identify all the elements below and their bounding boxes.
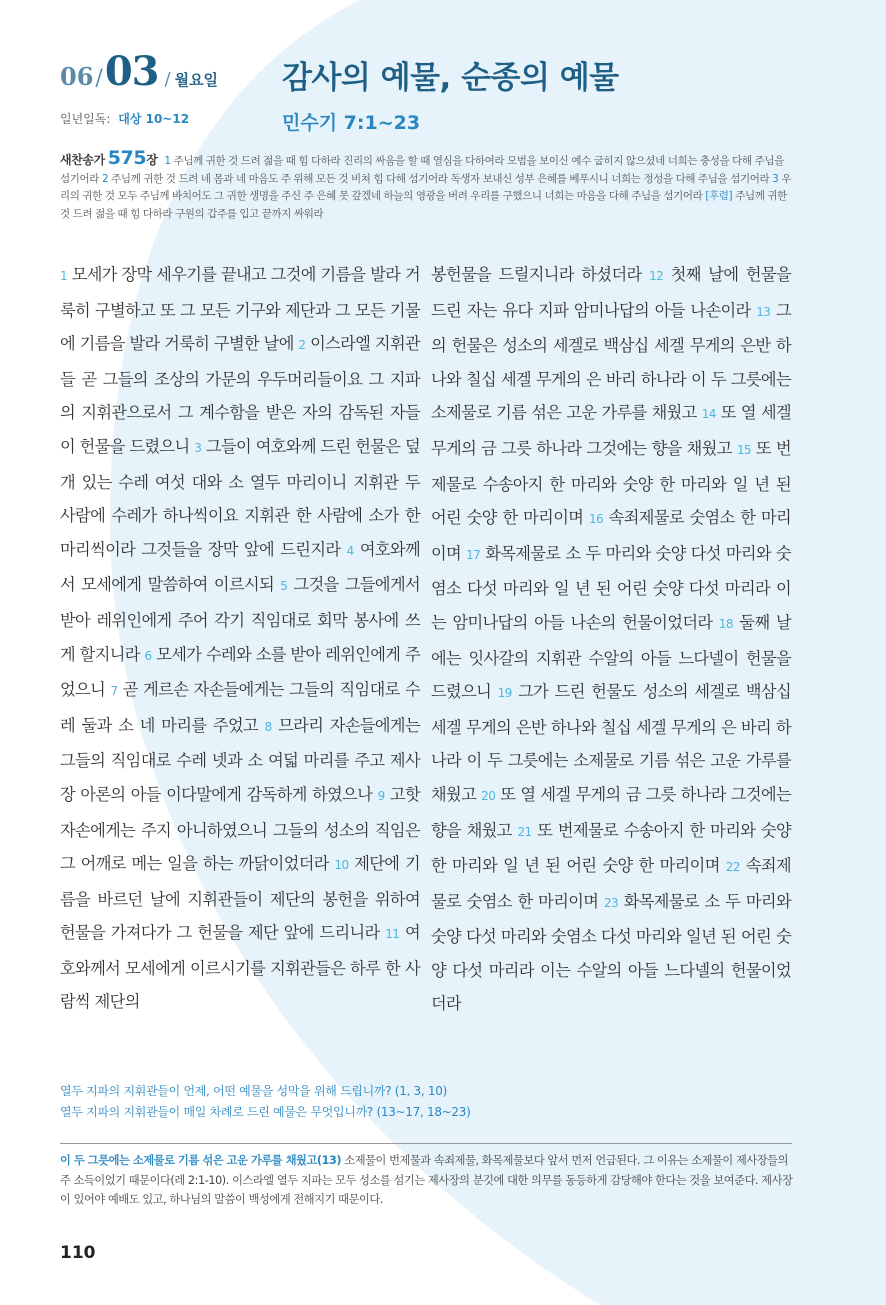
verse-text: 또 열 세겔 무게의 금 그릇 하나라 그것에는 향을 채웠고	[431, 784, 792, 840]
verse-text: 모세가 장막 세우기를 끝내고 그것에 기름을 발라 거룩히 구별하고 또 그 모든 기구와 제단과 그 모든 기물에 기름을 발라 거룩히 구별한 날에	[60, 265, 420, 354]
verse-number: 21	[517, 824, 532, 839]
verse-number: 16	[588, 512, 604, 527]
hymn-label: 새찬송가	[60, 153, 105, 167]
verse-number: 8	[264, 719, 272, 734]
scripture-column-left	[60, 258, 420, 1019]
scripture-column-right	[431, 258, 791, 1021]
verse-text: 그가 드린 헌물도 성소의 세겔로 백삼십 세겔 무게의 은반 하나와 칠십 세겔 무게의 은 바리 하나라 이 두 그릇에는 소제물로 기름 섞은 고운 가루를 채웠고	[431, 682, 791, 804]
verse-number: 9	[377, 788, 385, 803]
verse-text: 모세가 수레와 소를 받아 레위인에게 주었으니	[60, 644, 421, 700]
verse-text: 므라리 자손들에게는 그들의 직임대로 수레 넷과 소 여덟 마리를 주고 제사장 아론의 아들 이다말에게 감독하게 하였으나	[60, 715, 420, 804]
verse-text: 이스라엘 지휘관들 곧 그들의 조상의 가문의 우두머리들이요 그 지파의 지휘관으로서 그 계수함을 받은 자의 감독된 자들이 헌물을 드렸으니	[60, 334, 421, 456]
month: 06	[60, 62, 94, 91]
verse-number: 2	[298, 338, 306, 353]
verse-text: 또 번제물로 수송아지 한 마리와 숫양 한 마리와 일 년 된 어린 숫양 한 마리이며	[431, 820, 792, 876]
verse-number: 13	[756, 304, 771, 319]
passage-reference: 민수기 7:1~23	[282, 112, 421, 134]
hymn-suffix: 장	[146, 153, 158, 167]
verse-continuation: 봉헌물을 드릴지니라 하셨더라	[431, 265, 642, 284]
hymn-verse-text: 주님께 귀한 것 드려 젊을 때 힘 다하라 진리의 싸움을 할 때 열심을 다하여라 모범을 보이신 예수 굽히지 않으셨네 너희는 충성을 다해 주님을 섬기어라	[60, 155, 784, 185]
verse-text: 속죄제물로 숫염소 한 마리이며	[431, 856, 792, 911]
verse-number: 4	[346, 543, 354, 558]
verse-number: 7	[110, 684, 118, 699]
verse-text: 속죄제물로 숫염소 한 마리이며	[431, 508, 792, 563]
verse-number: 15	[736, 442, 751, 457]
verse-text: 그들이 여호와께 드린 헌물은 덮개 있는 수레 여섯 대와 소 열두 마리이니 지휘관 두 사람에 수레가 하나씩이요 지휘관 한 사람에 소가 한 마리씩이라 그것들을 장막 앞에 드린지라	[60, 436, 421, 559]
hymn-verse-text: 우리의 귀한 것 모두 주님께 바치어도 그 귀한 생명을 주신 주 은혜 못 갚겠네 하늘의 영광을 버려 우리를 구했으니 너희는 마음을 다해 주님을 섬기어라	[60, 172, 792, 202]
verse-text: 또 번제물로 수송아지 한 마리와 숫양 한 마리와 일 년 된 어린 숫양 한 마리이며	[431, 438, 792, 528]
hymn-chorus-label: [후렴]	[705, 190, 733, 202]
weekday: 월요일	[174, 71, 219, 89]
scripture-text	[60, 258, 796, 1058]
verse-text: 제단에 기름을 바르던 날에 지휘관들이 제단의 봉헌을 위하여 헌물을 가져다가 그 헌물을 제단 앞에 드리니라	[60, 854, 421, 943]
note-text: 소제물이 번제물과 속죄제물, 화목제물보다 앞서 먼저 언급된다. 그 이유는 소제물이 제사장들의 주 소득이었기 때문이다(레 2:1-10). 이스라엘 열두 지파는 모두 성소를 섬기는 제사장의 분깃에 대한 의무를 동등하게 감당해야 한다는 것을 보여준다. 제사장이 있어야 예배도 있고, 하나님의 말씀이 백성에게 전해지기 때문이다.	[60, 1154, 793, 1206]
hymn-chorus-text: 주님께 귀한 것 드려 젊을 때 힘 다하라 구원의 갑주를 입고 끝까지 싸워라	[60, 190, 787, 220]
reading-label: 일년일독:	[60, 112, 111, 126]
verse-number: 6	[144, 648, 152, 663]
page-title: 감사의 예물, 순종의 예물	[282, 60, 619, 96]
verse-text: 그것을 그들에게서 받아 레위인에게 주어 각기 직임대로 회막 봉사에 쓰게 할지니라	[60, 575, 421, 664]
hymn-verse-number: 2	[101, 172, 109, 185]
annual-reading	[60, 110, 189, 127]
divider	[60, 1143, 792, 1144]
verse-number: 3	[194, 440, 202, 455]
verse-text: 그의 헌물은 성소의 세겔로 백삼십 세겔 무게의 은반 하나와 칠십 세겔 무게의 은 바리 하나라 이 두 그릇에는 소제물로 기름 섞은 고운 가루를 채웠고	[431, 300, 792, 423]
verse-number: 11	[385, 927, 400, 942]
verse-number: 20	[481, 788, 496, 803]
hymn-verse-number: 3	[772, 172, 779, 185]
verse-text: 여호와께서 모세에게 말씀하여 이르시되	[60, 539, 421, 595]
day: 03	[104, 48, 159, 95]
verse-number: 14	[701, 407, 716, 422]
verse-number: 19	[497, 686, 512, 701]
page-number: 110	[60, 1243, 96, 1263]
reading-ref: 대상 10~12	[118, 112, 190, 126]
verse-number: 18	[718, 616, 733, 631]
hymn-verse-number: 1	[164, 155, 171, 167]
verse-number: 12	[649, 269, 664, 283]
verse-text: 고핫 자손에게는 주지 아니하였으니 그들의 성소의 직임은 그 어깨로 메는 일을 하는 까닭이었더라	[60, 784, 420, 874]
commentary-note	[60, 1151, 794, 1210]
verse-text: 여호와께서 모세에게 이르시기를 지휘관들은 하루 한 사람씩 제단의	[60, 923, 421, 1012]
hymn-verse-text: 주님께 귀한 것 드려 네 몸과 네 마음도 주 위해 모든 것 비쳐 힘 다해 섬기어라 독생자 보내신 성부 은혜를 베푸시니 너희는 정성을 다해 주님을 섬기어라	[111, 172, 770, 185]
verse-number: 23	[603, 895, 619, 910]
verse-number: 1	[60, 269, 68, 283]
verse-text: 화목제물로 소 두 마리와 숫양 다섯 마리와 숫염소 다섯 마리와 일년 된 어린 숫양 다섯 마리라 이는 수알의 아들 느다넬의 헌물이었더라	[431, 891, 792, 1014]
date-header: 06 / 03 / 월요일	[60, 48, 219, 95]
hymn-number: 575	[107, 147, 147, 169]
question: 열두 지파의 지휘관들이 언제, 어떤 예물을 성막을 위해 드립니까? (1, 3, 10)	[60, 1084, 447, 1098]
verse-number: 17	[466, 547, 481, 562]
note-highlight: 이 두 그릇에는 소제물로 기름 섞은 고운 가루를 채웠고(13)	[60, 1154, 342, 1167]
verse-number: 22	[725, 860, 740, 875]
study-questions	[60, 1081, 470, 1123]
verse-text: 또 열 세겔 무게의 금 그릇 하나라 그것에는 향을 채웠고	[431, 403, 792, 458]
question: 열두 지파의 지휘관들이 매일 차례로 드린 예물은 무엇입니까? (13~17, 18~23)	[60, 1105, 471, 1119]
hymn-block	[60, 147, 796, 223]
verse-text: 첫째 날에 헌물을 드린 자는 유다 지파 암미나답의 아들 나손이라	[431, 265, 792, 320]
verse-text: 둘째 날에는 잇사갈의 지휘관 수알의 아들 느다넬이 헌물을 드렸으니	[431, 612, 791, 702]
verse-text: 화목제물로 소 두 마리와 숫양 다섯 마리와 숫염소 다섯 마리와 일 년 된 어린 숫양 다섯 마리라 이는 암미나답의 아들 나손의 헌물이었더라	[431, 543, 792, 632]
verse-number: 5	[280, 579, 288, 594]
verse-number: 10	[334, 858, 349, 873]
verse-text: 곧 게르손 자손들에게는 그들의 직임대로 수레 둘과 소 네 마리를 주었고	[60, 680, 420, 735]
